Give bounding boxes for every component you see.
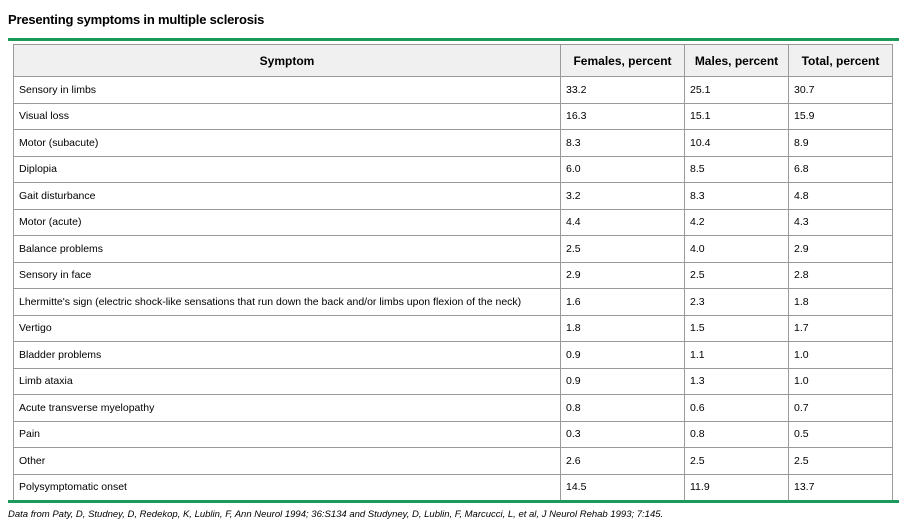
table-row bbox=[14, 156, 893, 183]
females-percent-cell: 3.2 bbox=[561, 183, 685, 210]
females-percent-cell: 2.9 bbox=[561, 262, 685, 289]
symptom-cell: Lhermitte's sign (electric shock-like sensations that run down the back and/or limbs upon flexion of the neck) bbox=[14, 289, 561, 316]
total-percent-cell: 6.8 bbox=[789, 156, 893, 183]
females-percent-cell: 2.5 bbox=[561, 236, 685, 263]
females-percent-cell: 8.3 bbox=[561, 130, 685, 157]
column-header-males: Males, percent bbox=[685, 45, 789, 77]
symptom-cell: Other bbox=[14, 448, 561, 475]
table-row bbox=[14, 368, 893, 395]
column-header-total: Total, percent bbox=[789, 45, 893, 77]
males-percent-cell: 25.1 bbox=[685, 77, 789, 104]
symptom-cell: Motor (subacute) bbox=[14, 130, 561, 157]
table-row bbox=[14, 209, 893, 236]
total-percent-cell: 1.7 bbox=[789, 315, 893, 342]
symptom-cell: Motor (acute) bbox=[14, 209, 561, 236]
table-row bbox=[14, 474, 893, 501]
symptom-cell: Balance problems bbox=[14, 236, 561, 263]
females-percent-cell: 33.2 bbox=[561, 77, 685, 104]
table-row bbox=[14, 289, 893, 316]
table-row bbox=[14, 103, 893, 130]
total-percent-cell: 15.9 bbox=[789, 103, 893, 130]
table-row bbox=[14, 421, 893, 448]
females-percent-cell: 0.3 bbox=[561, 421, 685, 448]
females-percent-cell: 14.5 bbox=[561, 474, 685, 501]
males-percent-cell: 1.3 bbox=[685, 368, 789, 395]
total-percent-cell: 2.5 bbox=[789, 448, 893, 475]
symptom-cell: Polysymptomatic onset bbox=[14, 474, 561, 501]
symptom-cell: Diplopia bbox=[14, 156, 561, 183]
females-percent-cell: 0.9 bbox=[561, 368, 685, 395]
symptom-cell: Pain bbox=[14, 421, 561, 448]
total-percent-cell: 13.7 bbox=[789, 474, 893, 501]
total-percent-cell: 30.7 bbox=[789, 77, 893, 104]
header-row bbox=[14, 45, 893, 77]
total-percent-cell: 1.0 bbox=[789, 368, 893, 395]
females-percent-cell: 2.6 bbox=[561, 448, 685, 475]
symptom-cell: Sensory in face bbox=[14, 262, 561, 289]
total-percent-cell: 2.9 bbox=[789, 236, 893, 263]
males-percent-cell: 4.0 bbox=[685, 236, 789, 263]
total-percent-cell: 0.7 bbox=[789, 395, 893, 422]
males-percent-cell: 10.4 bbox=[685, 130, 789, 157]
source-footnote: Data from Paty, D, Studney, D, Redekop, K, Lublin, F, Ann Neurol 1994; 36:S134 and Studyney, D, Lublin, F, Marcucci, L, et al, J Neurol Rehab 1993; 7:145. bbox=[8, 509, 664, 520]
males-percent-cell: 8.3 bbox=[685, 183, 789, 210]
table-row bbox=[14, 183, 893, 210]
total-percent-cell: 4.3 bbox=[789, 209, 893, 236]
table-row bbox=[14, 262, 893, 289]
females-percent-cell: 1.8 bbox=[561, 315, 685, 342]
total-percent-cell: 8.9 bbox=[789, 130, 893, 157]
symptom-cell: Sensory in limbs bbox=[14, 77, 561, 104]
table-body bbox=[14, 77, 893, 501]
males-percent-cell: 0.6 bbox=[685, 395, 789, 422]
symptom-cell: Limb ataxia bbox=[14, 368, 561, 395]
males-percent-cell: 0.8 bbox=[685, 421, 789, 448]
males-percent-cell: 2.5 bbox=[685, 448, 789, 475]
column-header-females: Females, percent bbox=[561, 45, 685, 77]
males-percent-cell: 1.5 bbox=[685, 315, 789, 342]
page-title: Presenting symptoms in multiple sclerosis bbox=[8, 12, 265, 27]
symptom-cell: Acute transverse myelopathy bbox=[14, 395, 561, 422]
total-percent-cell: 0.5 bbox=[789, 421, 893, 448]
males-percent-cell: 2.5 bbox=[685, 262, 789, 289]
males-percent-cell: 2.3 bbox=[685, 289, 789, 316]
column-header-symptom: Symptom bbox=[14, 45, 561, 77]
females-percent-cell: 0.9 bbox=[561, 342, 685, 369]
total-percent-cell: 1.8 bbox=[789, 289, 893, 316]
females-percent-cell: 16.3 bbox=[561, 103, 685, 130]
females-percent-cell: 4.4 bbox=[561, 209, 685, 236]
males-percent-cell: 15.1 bbox=[685, 103, 789, 130]
males-percent-cell: 1.1 bbox=[685, 342, 789, 369]
table-row bbox=[14, 395, 893, 422]
symptom-cell: Visual loss bbox=[14, 103, 561, 130]
symptom-cell: Gait disturbance bbox=[14, 183, 561, 210]
table-row bbox=[14, 77, 893, 104]
total-percent-cell: 2.8 bbox=[789, 262, 893, 289]
top-divider bbox=[8, 38, 899, 41]
symptom-cell: Vertigo bbox=[14, 315, 561, 342]
females-percent-cell: 1.6 bbox=[561, 289, 685, 316]
table-row bbox=[14, 342, 893, 369]
males-percent-cell: 11.9 bbox=[685, 474, 789, 501]
table-row bbox=[14, 236, 893, 263]
males-percent-cell: 4.2 bbox=[685, 209, 789, 236]
table-row bbox=[14, 130, 893, 157]
females-percent-cell: 6.0 bbox=[561, 156, 685, 183]
symptom-cell: Bladder problems bbox=[14, 342, 561, 369]
table-row bbox=[14, 448, 893, 475]
table-row bbox=[14, 315, 893, 342]
females-percent-cell: 0.8 bbox=[561, 395, 685, 422]
total-percent-cell: 1.0 bbox=[789, 342, 893, 369]
total-percent-cell: 4.8 bbox=[789, 183, 893, 210]
males-percent-cell: 8.5 bbox=[685, 156, 789, 183]
symptoms-table bbox=[13, 44, 893, 501]
bottom-divider bbox=[8, 500, 899, 503]
